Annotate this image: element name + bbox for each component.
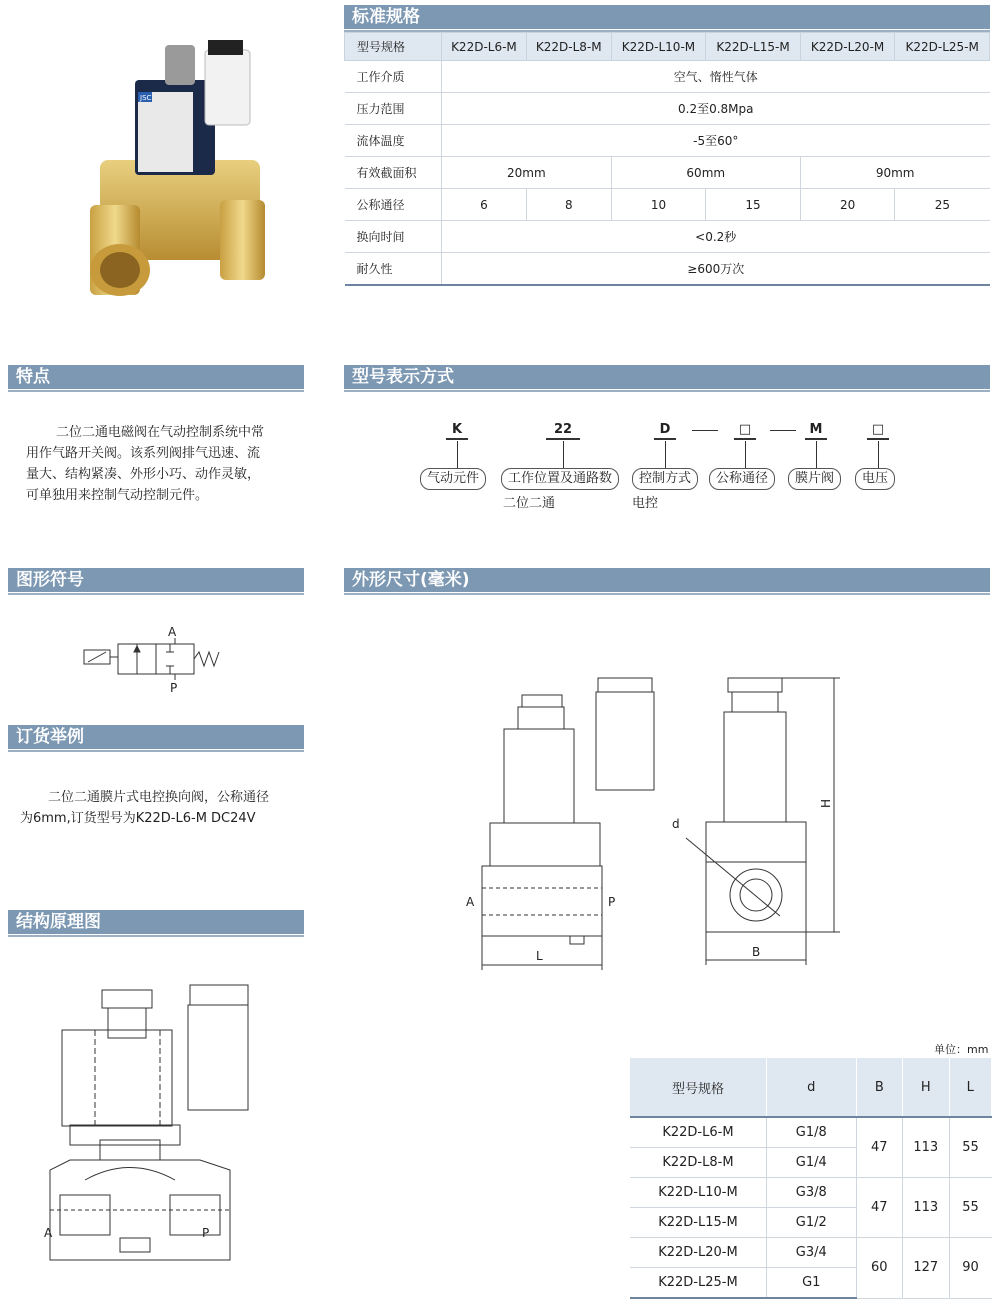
code-stem [745,441,746,468]
features-line: 二位二通电磁阀在气动控制系统中常 [56,425,265,440]
code-tag-bore: 公称通径 [709,468,775,490]
spec-row-value: 20 [800,189,895,221]
dims-unit: 单位：mm [934,1043,989,1056]
spec-row-value: 60mm [611,157,800,189]
spec-row-label: 换向时间 [345,221,442,253]
spec-row-label: 工作介质 [345,61,442,93]
dims-header: B [856,1058,902,1117]
dims-header: H [902,1058,949,1117]
dims-model: K22D-L15-M [630,1208,766,1238]
spec-row-value: 90mm [800,157,989,189]
code-underline [654,438,676,440]
spec-model-col: K22D-L20-M [800,33,895,61]
model-code-m: M [809,422,823,437]
spec-row-value: 25 [895,189,990,221]
dims-d: G1/2 [766,1208,856,1238]
symbol-label-a: A [168,625,177,639]
code-stem [563,441,564,468]
spec-row-label: 有效截面积 [345,157,442,189]
dims-b: 60 [856,1238,902,1299]
section-bar-symbol: 图形符号 [8,568,304,592]
section-bar-model: 型号表示方式 [344,365,990,389]
spec-model-col: K22D-L15-M [706,33,801,61]
features-line: 用作气路开关阀。该系列阀排气迅速、流 [26,446,261,461]
dims-header: L [949,1058,991,1117]
spec-row-value: 20mm [442,157,612,189]
dims-b: 47 [856,1178,902,1238]
code-underline [446,438,468,440]
code-stem [878,441,879,468]
dims-h: 113 [902,1178,949,1238]
structure-drawing [40,980,270,1280]
spec-row-temp [345,125,990,157]
spec-header-label: 型号规格 [345,33,442,61]
dims-header: 型号规格 [630,1058,766,1117]
spec-model-col: K22D-L10-M [611,33,706,61]
spec-header-row [345,33,990,61]
section-bar-structure: 结构原理图 [8,910,304,934]
spec-row-label: 压力范围 [345,93,442,125]
dims-model: K22D-L10-M [630,1178,766,1208]
code-dash [692,430,718,431]
dims-label-l: L [536,949,543,963]
spec-row-value: 0.2至0.8Mpa [442,93,990,125]
dims-d: G1 [766,1268,856,1299]
model-code-bore: □ [738,422,752,437]
dims-row [630,1238,992,1268]
dims-l: 55 [949,1178,991,1238]
dims-d: G1/8 [766,1117,856,1148]
dims-model: K22D-L6-M [630,1117,766,1148]
dims-header-row [630,1058,992,1117]
model-code-d: D [659,422,671,437]
spec-row-value: 15 [706,189,801,221]
spec-row-pressure [345,93,990,125]
spec-row-value: 6 [442,189,527,221]
dims-l: 90 [949,1238,991,1299]
spec-row-value: 10 [611,189,706,221]
dims-h: 113 [902,1117,949,1178]
code-stem [816,441,817,468]
model-code-k: K [451,422,463,437]
code-dash [770,430,796,431]
code-tag-component: 气动元件 [420,468,486,490]
spec-row-value: -5至60° [442,125,990,157]
code-tag-voltage: 电压 [855,468,895,490]
spec-model-col: K22D-L8-M [526,33,611,61]
dims-label-p: P [608,895,616,909]
dims-model: K22D-L8-M [630,1148,766,1178]
valve-symbol [80,622,230,697]
spec-row-value: 空气、惰性气体 [442,61,990,93]
product-photo [80,30,300,310]
spec-row-switch [345,221,990,253]
spec-row-label: 耐久性 [345,253,442,286]
features-line: 量大、结构紧凑、外形小巧、动作灵敏， [26,467,261,482]
spec-row-value: 8 [526,189,611,221]
dims-label-b: B [752,945,761,959]
spec-row-medium [345,61,990,93]
dims-model: K22D-L25-M [630,1268,766,1299]
model-code-voltage: □ [871,422,885,437]
dims-h: 127 [902,1238,949,1299]
code-underline [734,438,756,440]
spec-row-area [345,157,990,189]
dims-model: K22D-L20-M [630,1238,766,1268]
spec-model-col: K22D-L6-M [442,33,527,61]
features-text [26,422,306,506]
code-stem [457,441,458,468]
order-line: 二位二通膜片式电控换向阀，公称通径 [48,790,270,805]
spec-row-bore [345,189,990,221]
code-note-positions: 二位二通 [503,496,556,511]
dims-d: G3/8 [766,1178,856,1208]
spec-model-col: K22D-L25-M [895,33,990,61]
structure-label-p: P [202,1226,210,1240]
section-bar-features: 特点 [8,365,304,389]
spec-row-label: 公称通径 [345,189,442,221]
spec-row-life [345,253,990,286]
dims-label-h: H [819,798,833,808]
code-underline [805,438,827,440]
spec-row-value: ≥600万次 [442,253,990,286]
dims-table [630,1058,992,1299]
dims-row [630,1178,992,1208]
dims-header: d [766,1058,856,1117]
code-tag-diaphragm: 膜片阀 [788,468,841,490]
section-bar-spec: 标准规格 [344,5,990,29]
product-brand-label: JSC [140,94,152,102]
code-tag-positions: 工作位置及通路数 [501,468,619,490]
order-line: 为6mm,订货型号为K22D-L6-M DC24V [20,811,256,826]
code-underline [867,438,889,440]
section-bar-order: 订货举例 [8,725,304,749]
code-stem [665,441,666,468]
features-line: 可单独用来控制气动控制元件。 [26,488,209,503]
code-tag-control: 控制方式 [632,468,698,490]
model-code-22: 22 [553,422,573,437]
section-bar-dims: 外形尺寸(毫米) [344,568,990,592]
spec-row-value: <0.2秒 [442,221,990,253]
dims-label-a: A [466,895,475,909]
code-underline [546,438,580,440]
structure-label-a: A [44,1226,53,1240]
dims-b: 47 [856,1117,902,1178]
spec-table [344,32,990,286]
dims-label-d: d [672,817,680,831]
dims-d: G3/4 [766,1238,856,1268]
dims-row [630,1117,992,1148]
dims-d: G1/4 [766,1148,856,1178]
dimension-drawing [460,670,860,975]
dims-l: 55 [949,1117,991,1178]
code-note-control: 电控 [632,496,659,511]
spec-row-label: 流体温度 [345,125,442,157]
symbol-label-p: P [170,681,178,695]
order-text [20,787,310,829]
